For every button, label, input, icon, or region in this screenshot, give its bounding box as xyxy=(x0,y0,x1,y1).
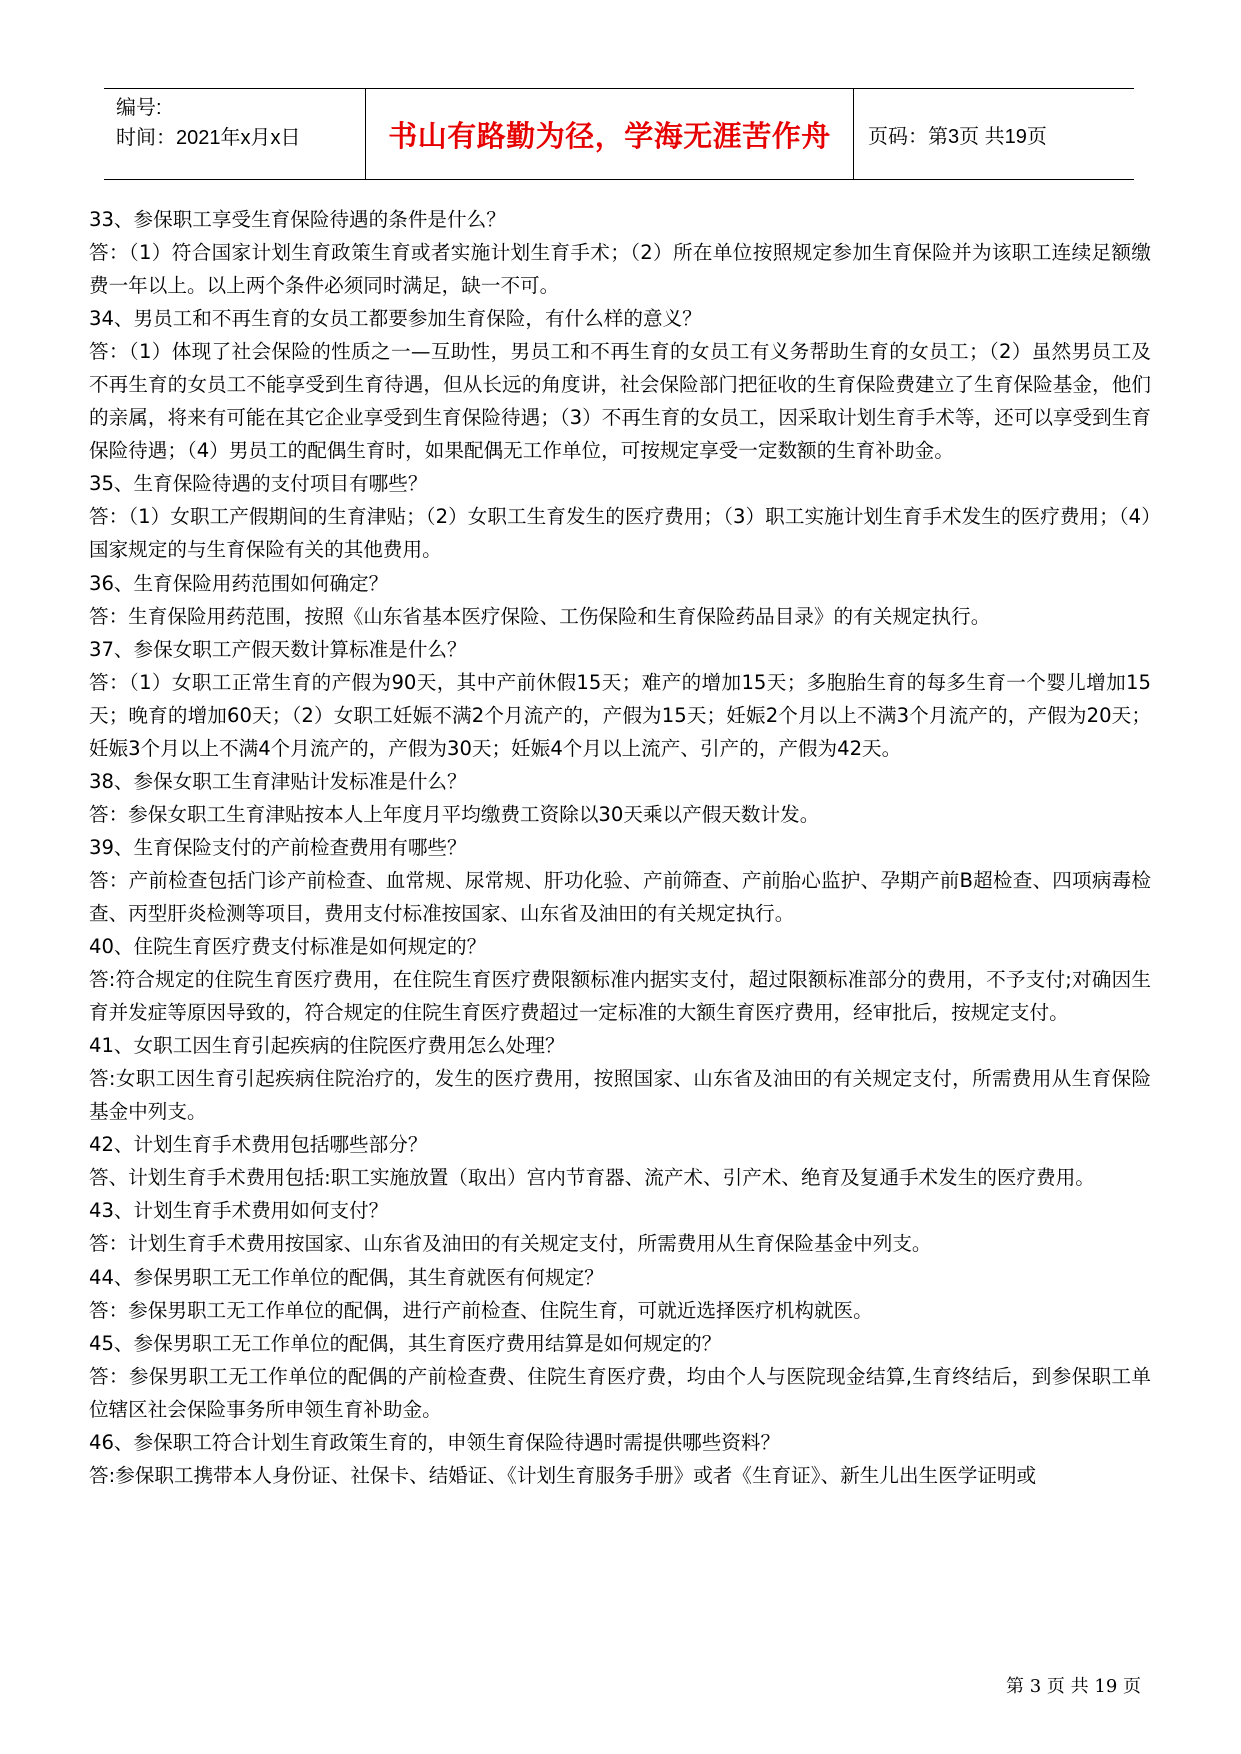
question-34: 34、男员工和不再生育的女员工都要参加生育保险，有什么样的意义？ xyxy=(89,307,702,331)
answer-46: 答:参保职工携带本人身份证、社保卡、结婚证、《计划生育服务手册》或者《生育证》、新生儿出生医学证明或 xyxy=(89,1463,1037,1487)
answer-41: 答:女职工因生育引起疾病住院治疗的，发生的医疗费用，按照国家、山东省及油田的有关规定支付，所需费用从生育保险基金中列支。 xyxy=(89,1067,1151,1124)
answer-35: 答：（1）女职工产假期间的生育津贴；（2）女职工生育发生的医疗费用；（3）职工实施计划生育手术发生的医疗费用；（4）国家规定的与生育保险有关的其他费用。 xyxy=(89,505,1151,562)
question-40: 40、住院生育医疗费支付标准是如何规定的？ xyxy=(89,935,487,959)
question-41: 41、女职工因生育引起疾病的住院医疗费用怎么处理？ xyxy=(89,1034,565,1058)
question-36: 36、生育保险用药范围如何确定？ xyxy=(89,571,389,595)
answer-43: 答：计划生育手术费用按国家、山东省及油田的有关规定支付，所需费用从生育保险基金中列支。 xyxy=(89,1232,932,1256)
header-motto-cell xyxy=(366,89,854,179)
question-44: 44、参保男职工无工作单位的配偶，其生育就医有何规定？ xyxy=(89,1265,604,1289)
document-time-label: 时间：2021年x月x日 xyxy=(116,127,301,149)
question-45: 45、参保男职工无工作单位的配偶，其生育医疗费用结算是如何规定的？ xyxy=(89,1331,722,1355)
question-42: 42、计划生育手术费用包括哪些部分？ xyxy=(89,1133,428,1157)
page-footer: 第 3 页 共 19 页 xyxy=(1006,1676,1141,1697)
answer-37: 答：（1）女职工正常生育的产假为90天，其中产前休假15天；难产的增加15天；多胞胎生育的每多生育一个婴儿增加15天；晚育的增加60天；（2）女职工妊娠不满2个月流产的，产假为15天；妊娠2个月以上不满3个月流产的，产假为20天；妊娠3个月以上不满4个月流产的，产假为30天；妊娠4个月以上流产、引产的，产假为42天。 xyxy=(89,670,1151,760)
page-header xyxy=(104,88,1134,180)
answer-44: 答：参保男职工无工作单位的配偶，进行产前检查、住院生育，可就近选择医疗机构就医。 xyxy=(89,1298,873,1322)
header-info-cell xyxy=(104,89,366,179)
header-page-cell xyxy=(854,89,1134,179)
qa-content xyxy=(89,203,1151,1492)
question-43: 43、计划生育手术费用如何支付？ xyxy=(89,1199,389,1223)
answer-39: 答：产前检查包括门诊产前检查、血常规、尿常规、肝功化验、产前筛查、产前胎心监护、孕期产前B超检查、四项病毒检查、丙型肝炎检测等项目，费用支付标准按国家、山东省及油田的有关规定执行。 xyxy=(89,868,1151,925)
answer-36: 答：生育保险用药范围，按照《山东省基本医疗保险、工伤保险和生育保险药品目录》的有关规定执行。 xyxy=(89,604,991,628)
answer-42: 答、计划生育手术费用包括:职工实施放置（取出）宫内节育器、流产术、引产术、绝育及复通手术发生的医疗费用。 xyxy=(89,1166,1095,1190)
question-39: 39、生育保险支付的产前检查费用有哪些？ xyxy=(89,835,467,859)
header-motto: 书山有路勤为径，学海无涯苦作舟 xyxy=(388,118,831,153)
answer-34: 答：（1）体现了社会保险的性质之一—互助性，男员工和不再生育的女员工有义务帮助生育的女员工；（2）虽然男员工及不再生育的女员工不能享受到生育待遇，但从长远的角度讲，社会保险部门把征收的生育保险费建立了生育保险基金，他们的亲属，将来有可能在其它企业享受到生育保险待遇；（3）不再生育的女员工，因采取计划生育手术等，还可以享受到生育保险待遇；（4）男员工的配偶生育时，如果配偶无工作单位，可按规定享受一定数额的生育补助金。 xyxy=(89,340,1151,463)
question-37: 37、参保女职工产假天数计算标准是什么？ xyxy=(89,637,467,661)
question-46: 46、参保职工符合计划生育政策生育的，申领生育保险待遇时需提供哪些资料？ xyxy=(89,1430,781,1454)
question-35: 35、生育保险待遇的支付项目有哪些？ xyxy=(89,472,428,496)
answer-38: 答：参保女职工生育津贴按本人上年度月平均缴费工资除以30天乘以产假天数计发。 xyxy=(89,802,820,826)
question-38: 38、参保女职工生育津贴计发标准是什么？ xyxy=(89,769,467,793)
answer-40: 答:符合规定的住院生育医疗费用，在住院生育医疗费限额标准内据实支付，超过限额标准部分的费用，不予支付;对确因生育并发症等原因导致的，符合规定的住院生育医疗费超过一定标准的大额生育医疗费用，经审批后，按规定支付。 xyxy=(89,968,1151,1025)
question-33: 33、参保职工享受生育保险待遇的条件是什么？ xyxy=(89,208,506,231)
header-page-number: 页码：第3页 共19页 xyxy=(868,125,1047,148)
answer-45: 答：参保男职工无工作单位的配偶的产前检查费、住院生育医疗费，均由个人与医院现金结算,生育终结后，到参保职工单位辖区社会保险事务所申领生育补助金。 xyxy=(89,1364,1151,1421)
answer-33: 答：（1）符合国家计划生育政策生育或者实施计划生育手术；（2）所在单位按照规定参加生育保险并为该职工连续足额缴费一年以上。以上两个条件必须同时满足，缺一不可。 xyxy=(89,241,1151,298)
document-number-label: 编号: xyxy=(116,97,162,119)
